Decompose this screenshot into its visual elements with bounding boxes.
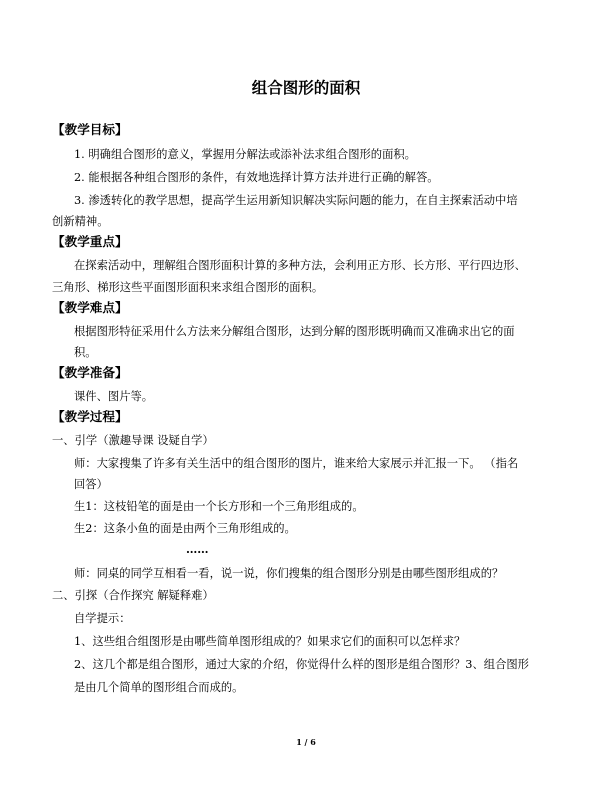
goal-item-1: 1. 明确组合图形的意义，掌握用分解法或添补法求组合图形的面积。 (74, 148, 416, 161)
process-part2-line-1: 自学提示： (74, 612, 131, 625)
page-number: 1 / 6 (296, 737, 316, 747)
process-part2-line-2: 1、这些组合组图形是由哪些简单图形组成的？如果求它们的面积可以怎样求？ (74, 635, 466, 648)
key-points-line-1: 在探索活动中，理解组合图形面积计算的多种方法，会利用正方形、长方形、平行四边形、 (74, 259, 526, 272)
difficulties-line-2: 积。 (74, 346, 97, 359)
preparation-line-1: 课件、图片等。 (74, 390, 154, 403)
process-part1-title: 一、引学（激趣导课 设疑自学） (52, 434, 214, 447)
process-part2-line-4: 是由几个简单的图形组合而成的。 (74, 681, 244, 694)
difficulties-line-1: 根据图形特征采用什么方法来分解组合图形，达到分解的图形既明确而又准确求出它的面 (74, 325, 515, 338)
process-part2-title: 二、引探（合作探究 解疑释难） (52, 589, 214, 602)
process-part1-line-1: 师：大家搜集了许多有关生活中的组合图形的图片，谁来给大家展示并汇报一下。 （指名 (74, 457, 519, 470)
goal-item-3: 3. 渗透转化的教学思想，提高学生运用新知识解决实际问题的能力，在自主探索活动中培 (74, 194, 518, 207)
process-part2-line-3: 2、这几个都是组合图形，通过大家的介绍，你觉得什么样的图形是组合图形？3、组合图形 (74, 658, 529, 671)
heading-key-points: 【教学重点】 (52, 234, 128, 249)
ellipsis-line: …… (186, 542, 209, 556)
process-part1-line-4: 生2：这条小鱼的面是由两个三角形组成的。 (74, 522, 296, 535)
goal-item-2: 2. 能根据各种组合图形的条件，有效地选择计算方法并进行正确的解答。 (74, 171, 439, 184)
document-title: 组合图形的面积 (251, 79, 361, 97)
key-points-line-2: 三角形、梯形这些平面图形面积来求组合图形的面积。 (52, 281, 324, 294)
heading-teaching-goals: 【教学目标】 (52, 122, 128, 137)
process-part1-line-3: 生1：这枝铅笔的面是由一个长方形和一个三角形组成的。 (74, 500, 364, 513)
heading-difficulties: 【教学难点】 (52, 300, 128, 315)
goal-item-3-cont: 创新精神。 (52, 215, 109, 228)
heading-preparation: 【教学准备】 (52, 365, 128, 380)
process-part1-line-6: 师：同桌的同学互相看一看，说一说，你们搜集的组合图形分别是由哪些图形组成的？ (74, 567, 504, 580)
heading-process: 【教学过程】 (52, 409, 128, 424)
process-part1-line-2: 回答） (74, 478, 108, 491)
